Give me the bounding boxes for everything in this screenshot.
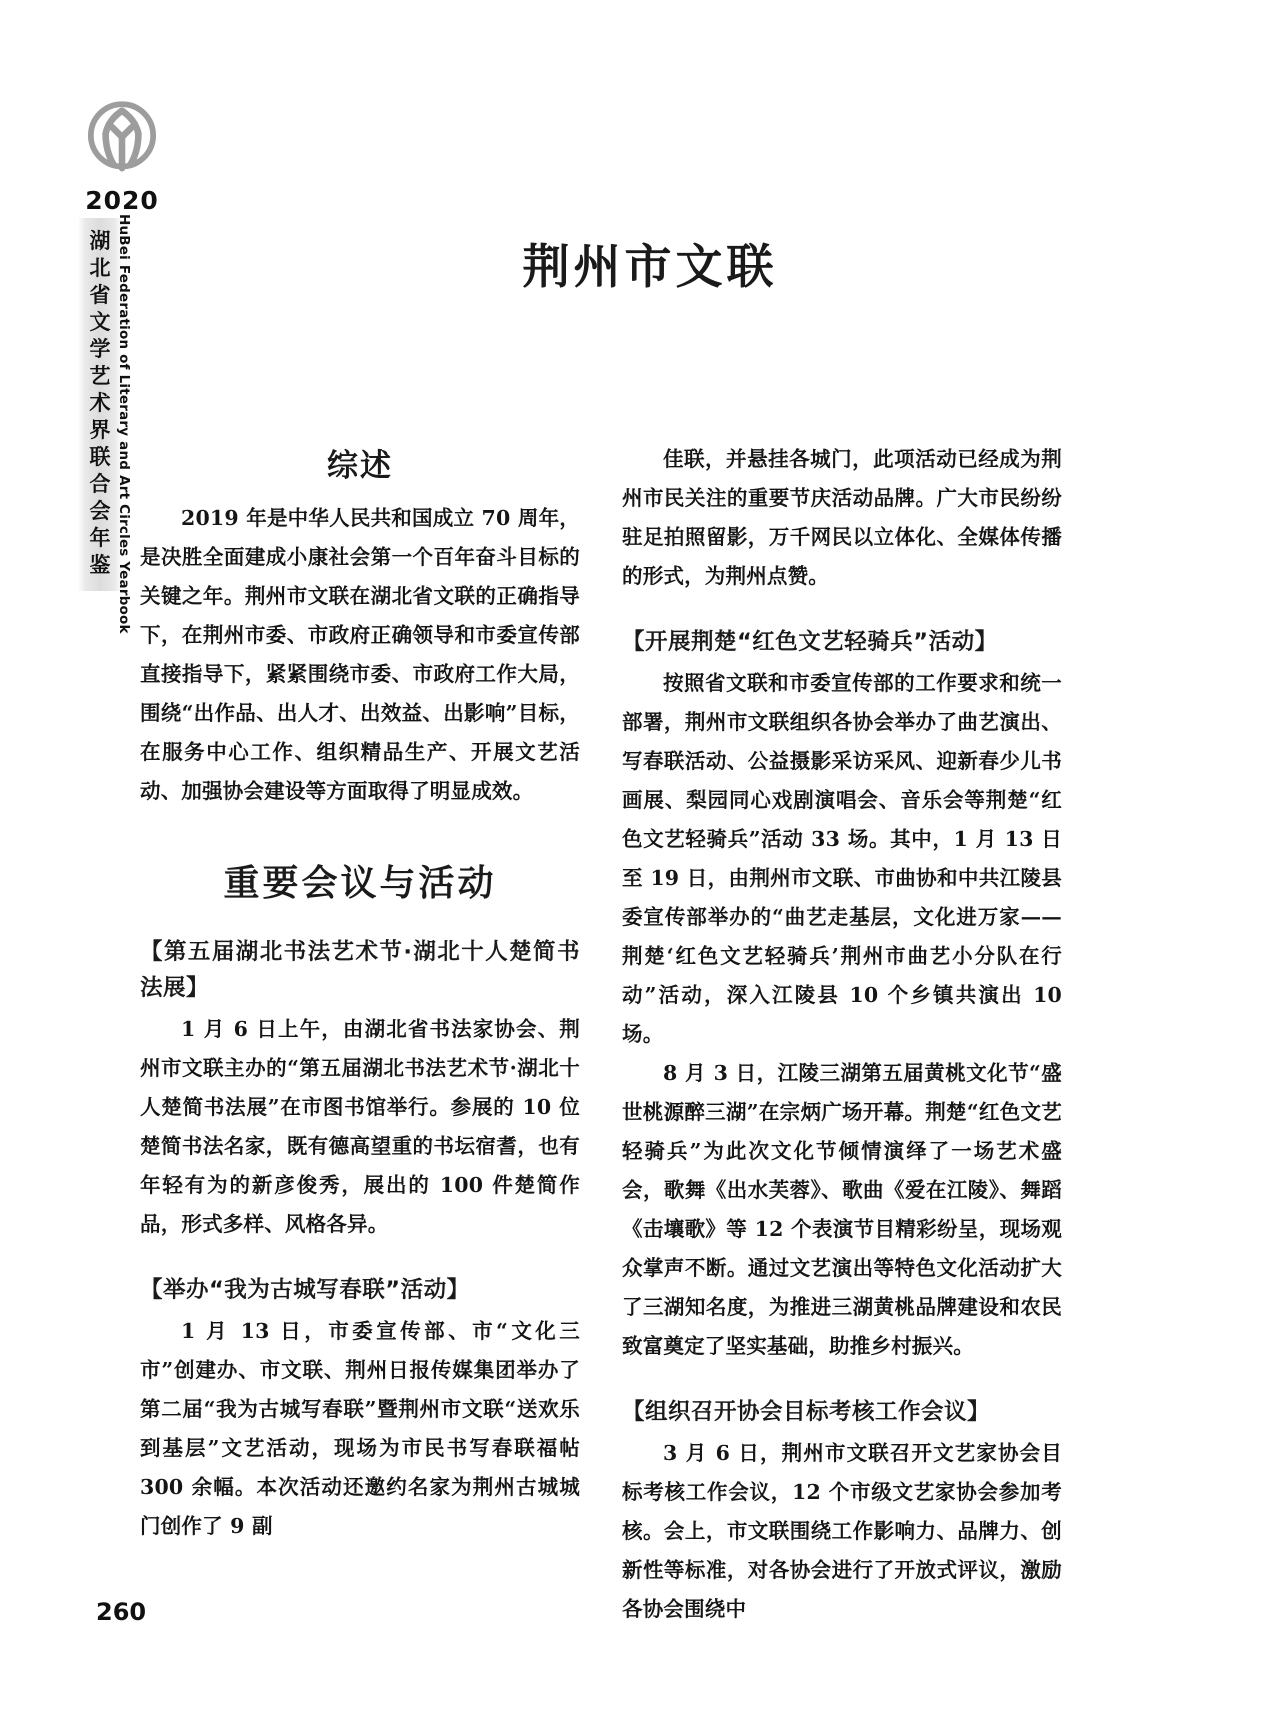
paragraph-red-art-light-cavalry-1: 按照省文联和市委宣传部的工作要求和统一部署，荆州市文联组织各协会举办了曲艺演出、写春联活动、公益摄影采访采风、迎新春少儿书画展、梨园同心戏剧演唱会、音乐会等荆楚“红色文艺轻骑兵”活动 33 场。其中，1 月 13 日至 19 日，由荆州市文联、市曲协和中共江陵县委宣传部举办的“曲艺走基层，文化进万家——荆楚‘红色文艺轻骑兵’荆州市曲艺小分队在行动”活动，深入江陵县 10 个乡镇共演出 10 场。 [622, 671, 1062, 1046]
v-char: 术 [89, 391, 111, 415]
page-title: 荆州市文联 [522, 240, 778, 295]
v-char: 文 [89, 310, 111, 334]
heading-meetings-and-activities: 重要会议与活动 [223, 863, 497, 904]
paragraph-overview: 2019 年是中华人民共和国成立 70 周年，是决胜全面建成小康社会第一个百年奋斗目标的关键之年。荆州市文联在湖北省文联的正确指导下，在荆州市委、市政府正确领导和市委宣传部直接指导下，紧紧围绕市委、市政府工作大局，围绕“出作品、出人才、出效益、出影响”目标，在服务中心工作、组织精品生产、开展文艺活动、加强协会建设等方面取得了明显成效。 [140, 506, 580, 803]
v-char: 省 [89, 283, 111, 307]
v-char: 界 [89, 418, 111, 442]
heading-overview: 综述 [327, 448, 393, 484]
v-char: 鉴 [89, 553, 111, 577]
paragraph-calligraphy-festival: 1 月 6 日上午，由湖北省书法家协会、荆州市文联主办的“第五届湖北书法艺术节·湖北十人楚简书法展”在市图书馆举行。参展的 10 位楚简书法名家，既有德高望重的书坛宿耆，也有年轻有为的新彦俊秀，展出的 100 件楚简作品，形式多样、风格各异。 [140, 1017, 580, 1236]
hubei-federation-emblem-icon [81, 96, 163, 178]
page-number: 260 [96, 1598, 147, 1626]
v-char: 联 [89, 445, 111, 469]
left-column [140, 440, 580, 1570]
v-char: 北 [89, 256, 111, 280]
paragraph-spring-couplets: 1 月 13 日，市委宣传部、市“文化三市”创建办、市文联、荆州日报传媒集团举办了第二届“我为古城写春联”暨荆州市文联“送欢乐到基层”文艺活动，现场为市民书写春联福帖 300 余幅。本次活动还邀约名家为荆州古城城门创作了 9 副 [140, 1319, 580, 1538]
paragraph-association-target-assessment: 3 月 6 日，荆州市文联召开文艺家协会目标考核工作会议，12 个市级文艺家协会参加考核。会上，市文联围绕工作影响力、品牌力、创新性等标准，对各协会进行了开放式评议，激励各协会围绕中 [622, 1441, 1062, 1621]
margin-branding-block [62, 96, 182, 215]
v-char: 年 [89, 526, 111, 550]
paragraph-spring-couplets-continued: 佳联，并悬挂各城门，此项活动已经成为荆州市民关注的重要节庆活动品牌。广大市民纷纷驻足拍照留影，万千网民以立体化、全媒体传播的形式，为荆州点赞。 [622, 447, 1062, 588]
paragraph-red-art-light-cavalry-2: 8 月 3 日，江陵三湖第五届黄桃文化节“盛世桃源醉三湖”在宗炳广场开幕。荆楚“红色文艺轻骑兵”为此次文化节倾情演绎了一场艺术盛会，歌舞《出水芙蓉》、歌曲《爱在江陵》、舞蹈《击壤歌》等 12 个表演节目精彩纷呈，现场观众掌声不断。通过文艺演出等特色文化活动扩大了三湖知名度，为推进三湖黄桃品牌建设和农民致富奠定了坚实基础，助推乡村振兴。 [622, 1061, 1062, 1358]
heading-red-art-light-cavalry: 【开展荆楚“红色文艺轻骑兵”活动】 [622, 629, 998, 655]
v-char: 合 [89, 472, 111, 496]
heading-spring-couplets: 【举办“我为古城写春联”活动】 [140, 1277, 470, 1303]
v-char: 湖 [89, 229, 111, 253]
heading-association-target-assessment: 【组织召开协会目标考核工作会议】 [622, 1399, 991, 1425]
v-char: 会 [89, 499, 111, 523]
right-column [622, 440, 1062, 1621]
year-badge: 2020 [85, 186, 159, 215]
sidebar-vertical-english-title: HuBei Federation of Literary and Art Circles Yearbook [116, 214, 132, 634]
heading-calligraphy-festival: 【第五届湖北书法艺术节·湖北十人楚简书法展】 [140, 939, 580, 1001]
v-char: 学 [89, 337, 111, 361]
v-char: 艺 [89, 364, 111, 388]
body-columns [140, 440, 1080, 1621]
